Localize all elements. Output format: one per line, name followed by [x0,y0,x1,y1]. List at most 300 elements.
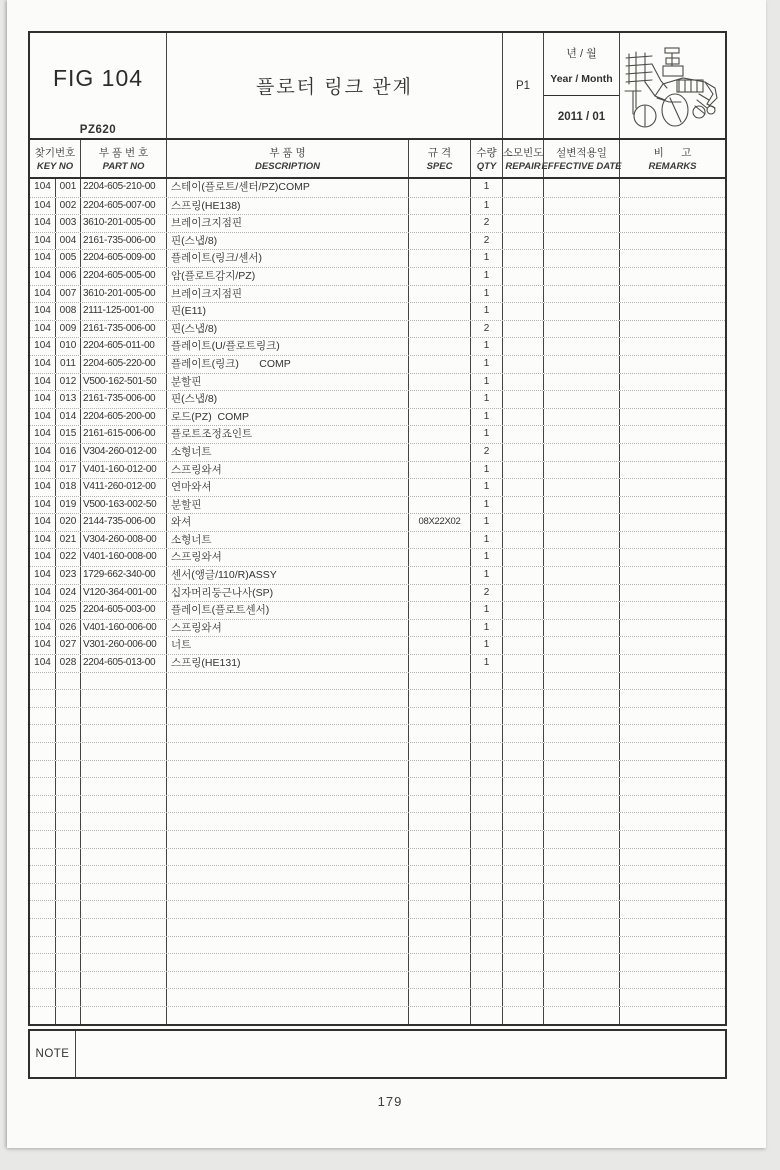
cell-part-no [81,989,167,1006]
cell-remarks [620,690,725,707]
cell-part-no [81,725,167,742]
cell-effective-date [544,497,620,514]
cell-part-no: 3610-201-005-00 [81,215,167,232]
cell-remarks [620,708,725,725]
publication-date: 2011 / 01 [557,111,606,123]
cell-description [167,901,409,918]
cell-part-no [81,884,167,901]
parts-rows [30,179,725,1024]
note-box [28,1029,727,1079]
table-row [30,971,725,989]
cell-remarks [620,268,725,285]
cell-remarks [620,813,725,830]
cell-repair [503,655,544,672]
cell-effective-date [544,954,620,971]
cell-effective-date [544,356,620,373]
table-row [30,197,725,215]
cell-description [167,743,409,760]
cell-spec [409,338,471,355]
year-month-labels [544,33,619,96]
cell-remarks [620,532,725,549]
cell-qty [471,813,503,830]
cell-remarks [620,655,725,672]
table-row [30,865,725,883]
cell-repair [503,233,544,250]
col-description-en: DESCRIPTION [255,161,320,172]
table-row [30,760,725,778]
cell-repair [503,391,544,408]
cell-fig-no [30,673,56,690]
cell-key-no: 013 [56,391,81,408]
cell-fig-no: 104 [30,567,56,584]
cell-qty: 1 [471,479,503,496]
cell-effective-date [544,796,620,813]
table-row [30,584,725,602]
cell-repair [503,426,544,443]
cell-remarks [620,743,725,760]
cell-spec [409,813,471,830]
cell-key-no: 007 [56,286,81,303]
cell-description [167,937,409,954]
cell-remarks [620,602,725,619]
cell-spec [409,198,471,215]
machine-illustration-cell [620,33,725,138]
cell-description: 스테이(플로트/센터/PZ)COMP [167,179,409,197]
cell-remarks [620,514,725,531]
cell-repair [503,690,544,707]
cell-remarks [620,620,725,637]
cell-remarks [620,866,725,883]
cell-effective-date [544,479,620,496]
cell-fig-no [30,690,56,707]
cell-qty: 1 [471,303,503,320]
cell-effective-date [544,268,620,285]
table-row [30,672,725,690]
cell-spec [409,444,471,461]
cell-qty [471,849,503,866]
cell-qty: 2 [471,444,503,461]
cell-spec [409,426,471,443]
cell-key-no: 026 [56,620,81,637]
cell-key-no: 010 [56,338,81,355]
cell-repair [503,268,544,285]
cell-key-no: 023 [56,567,81,584]
cell-effective-date [544,391,620,408]
cell-qty [471,743,503,760]
cell-qty: 1 [471,514,503,531]
cell-qty: 1 [471,637,503,654]
cell-fig-no: 104 [30,409,56,426]
table-row [30,900,725,918]
cell-repair [503,620,544,637]
cell-key-no: 009 [56,321,81,338]
cell-repair [503,409,544,426]
cell-spec [409,989,471,1006]
cell-fig-no: 104 [30,479,56,496]
cell-repair [503,514,544,531]
cell-fig-no [30,849,56,866]
cell-description: 암(플로트감지/PZ) [167,268,409,285]
table-row [30,478,725,496]
cell-spec [409,796,471,813]
cell-part-no: V301-260-006-00 [81,637,167,654]
cell-description: 핀(스냅/8) [167,321,409,338]
cell-key-no: 014 [56,409,81,426]
cell-spec [409,215,471,232]
cell-description: 플로트조정죠인트 [167,426,409,443]
cell-qty: 1 [471,655,503,672]
cell-part-no [81,778,167,795]
cell-repair [503,179,544,197]
cell-qty [471,919,503,936]
table-row [30,988,725,1006]
cell-qty [471,761,503,778]
cell-qty [471,989,503,1006]
cell-part-no [81,972,167,989]
cell-key-no: 011 [56,356,81,373]
cell-fig-no: 104 [30,444,56,461]
cell-key-no: 004 [56,233,81,250]
col-part-no-en: PART NO [102,161,145,172]
cell-key-no: 025 [56,602,81,619]
cell-part-no [81,813,167,830]
cell-effective-date [544,549,620,566]
cell-key-no [56,796,81,813]
cell-spec [409,1007,471,1024]
cell-fig-no [30,813,56,830]
cell-remarks [620,198,725,215]
col-part-no-ko: 부 품 번 호 [98,147,149,159]
cell-key-no [56,884,81,901]
cell-effective-date [544,514,620,531]
cell-remarks [620,849,725,866]
cell-description [167,673,409,690]
cell-repair [503,585,544,602]
cell-repair [503,462,544,479]
col-spec-en: SPEC [426,161,453,172]
cell-spec [409,321,471,338]
cell-qty: 1 [471,250,503,267]
table-row [30,953,725,971]
cell-effective-date [544,725,620,742]
cell-effective-date [544,866,620,883]
cell-effective-date [544,778,620,795]
cell-remarks [620,585,725,602]
cell-effective-date [544,884,620,901]
year-month-cell [544,33,620,138]
cell-key-no [56,708,81,725]
cell-repair [503,374,544,391]
cell-part-no [81,901,167,918]
cell-effective-date [544,567,620,584]
table-row [30,1006,725,1024]
cell-part-no: 2204-605-005-00 [81,268,167,285]
cell-fig-no [30,725,56,742]
table-row [30,918,725,936]
cell-key-no [56,989,81,1006]
cell-description [167,972,409,989]
cell-effective-date [544,233,620,250]
cell-remarks [620,796,725,813]
cell-repair [503,708,544,725]
cell-part-no: 2204-605-007-00 [81,198,167,215]
cell-effective-date [544,585,620,602]
table-row [30,812,725,830]
cell-remarks [620,901,725,918]
cell-description: 브레이크지점핀 [167,215,409,232]
cell-remarks [620,391,725,408]
cell-description [167,725,409,742]
cell-fig-no [30,866,56,883]
cell-part-no: V304-260-012-00 [81,444,167,461]
cell-fig-no [30,901,56,918]
cell-repair [503,497,544,514]
cell-repair [503,778,544,795]
cell-remarks [620,233,725,250]
cell-spec [409,761,471,778]
cell-part-no: 2204-605-200-00 [81,409,167,426]
cell-fig-no [30,972,56,989]
cell-qty: 1 [471,602,503,619]
cell-remarks [620,497,725,514]
table-row [30,777,725,795]
cell-key-no: 008 [56,303,81,320]
cell-fig-no: 104 [30,532,56,549]
cell-remarks [620,549,725,566]
cell-description: 연마와셔 [167,479,409,496]
cell-remarks [620,972,725,989]
cell-fig-no: 104 [30,356,56,373]
note-content [76,1031,725,1077]
col-key-no-ko: 찾기번호 [34,147,76,159]
cell-spec [409,708,471,725]
cell-repair [503,796,544,813]
cell-repair [503,303,544,320]
cell-qty [471,796,503,813]
cell-key-no: 019 [56,497,81,514]
table-row [30,619,725,637]
cell-repair [503,919,544,936]
cell-fig-no: 104 [30,321,56,338]
cell-effective-date [544,444,620,461]
cell-description: 핀(스냅/8) [167,233,409,250]
cell-part-no: 2204-605-011-00 [81,338,167,355]
cell-qty: 1 [471,549,503,566]
table-row [30,601,725,619]
table-row [30,373,725,391]
cell-spec [409,778,471,795]
cell-fig-no [30,954,56,971]
cell-qty [471,901,503,918]
table-row [30,883,725,901]
cell-spec [409,849,471,866]
cell-description [167,796,409,813]
cell-description [167,690,409,707]
cell-fig-no: 104 [30,286,56,303]
cell-repair [503,321,544,338]
cell-effective-date [544,813,620,830]
table-row [30,742,725,760]
cell-effective-date [544,673,620,690]
cell-effective-date [544,1007,620,1024]
table-header-band [30,33,725,140]
cell-spec: 08X22X02 [409,514,471,531]
cell-qty: 1 [471,198,503,215]
col-effective-date-en: EFFECTIVE DATE [541,161,622,172]
col-header-effective-date [541,140,622,177]
cell-part-no: 2111-125-001-00 [81,303,167,320]
cell-qty: 2 [471,215,503,232]
col-header-qty [471,140,503,177]
cell-repair [503,356,544,373]
cell-description [167,778,409,795]
cell-repair [503,937,544,954]
cell-effective-date [544,620,620,637]
col-header-part-no [81,140,167,177]
cell-qty: 1 [471,567,503,584]
cell-remarks [620,567,725,584]
cell-description: 브레이크지점핀 [167,286,409,303]
cell-remarks [620,426,725,443]
col-effective-date-ko: 설변적용일 [556,147,607,159]
cell-part-no: 2204-605-009-00 [81,250,167,267]
cell-remarks [620,937,725,954]
cell-key-no [56,813,81,830]
table-row [30,689,725,707]
cell-repair [503,884,544,901]
cell-key-no [56,1007,81,1024]
cell-part-no: 2161-735-006-00 [81,321,167,338]
cell-spec [409,391,471,408]
table-row [30,285,725,303]
cell-repair [503,549,544,566]
cell-spec [409,831,471,848]
table-row [30,443,725,461]
parts-table [28,31,727,1026]
cell-description [167,919,409,936]
cell-effective-date [544,919,620,936]
cell-part-no [81,849,167,866]
cell-qty [471,1007,503,1024]
cell-repair [503,761,544,778]
page-number: 179 [377,1094,403,1109]
cell-part-no: V500-163-002-50 [81,497,167,514]
cell-description: 십자머리둥근나사(SP) [167,585,409,602]
cell-remarks [620,409,725,426]
cell-repair [503,831,544,848]
cell-key-no [56,725,81,742]
cell-description: 분할핀 [167,374,409,391]
cell-effective-date [544,989,620,1006]
cell-description [167,884,409,901]
cell-qty: 1 [471,409,503,426]
table-row [30,302,725,320]
cell-spec [409,356,471,373]
cell-remarks [620,1007,725,1024]
cell-fig-no [30,937,56,954]
cell-description [167,954,409,971]
cell-repair [503,725,544,742]
cell-repair [503,567,544,584]
col-qty-ko: 수량 [476,147,497,159]
cell-description: 스프링(HE138) [167,198,409,215]
cell-part-no [81,708,167,725]
cell-effective-date [544,972,620,989]
cell-key-no [56,901,81,918]
cell-remarks [620,673,725,690]
cell-description [167,989,409,1006]
col-spec-ko: 규 격 [427,147,452,159]
cell-fig-no: 104 [30,426,56,443]
cell-qty: 1 [471,532,503,549]
cell-description: 플레이트(링크/센서) [167,250,409,267]
cell-repair [503,479,544,496]
cell-fig-no: 104 [30,374,56,391]
cell-part-no: V401-160-008-00 [81,549,167,566]
cell-spec [409,179,471,197]
cell-effective-date [544,690,620,707]
cell-spec [409,374,471,391]
table-row [30,724,725,742]
cell-spec [409,532,471,549]
cell-key-no: 028 [56,655,81,672]
cell-spec [409,690,471,707]
cell-fig-no: 104 [30,620,56,637]
col-header-repair [503,140,544,177]
cell-part-no [81,919,167,936]
cell-remarks [620,637,725,654]
col-repair-ko: 소모빈도 [502,147,544,159]
cell-qty [471,673,503,690]
cell-fig-no [30,989,56,1006]
cell-fig-no [30,831,56,848]
cell-spec [409,549,471,566]
cell-qty [471,972,503,989]
cell-fig-no: 104 [30,303,56,320]
cell-fig-no: 104 [30,602,56,619]
cell-spec [409,567,471,584]
cell-part-no [81,761,167,778]
cell-effective-date [544,198,620,215]
table-row [30,267,725,285]
col-qty-en: QTY [476,161,497,172]
cell-description: 너트 [167,637,409,654]
cell-remarks [620,444,725,461]
cell-part-no: V411-260-012-00 [81,479,167,496]
cell-fig-no: 104 [30,250,56,267]
cell-spec [409,725,471,742]
cell-fig-no: 104 [30,198,56,215]
cell-fig-no: 104 [30,391,56,408]
cell-key-no [56,831,81,848]
cell-fig-no [30,743,56,760]
cell-key-no [56,849,81,866]
table-row [30,337,725,355]
cell-effective-date [544,215,620,232]
cell-description: 플레이트(U/플로트링크) [167,338,409,355]
cell-fig-no: 104 [30,497,56,514]
cell-description: 스프링와셔 [167,620,409,637]
cell-effective-date [544,321,620,338]
cell-part-no: 3610-201-005-00 [81,286,167,303]
cell-qty: 1 [471,462,503,479]
col-description-ko: 부 품 명 [269,147,306,159]
cell-description: 와셔 [167,514,409,531]
cell-fig-no: 104 [30,338,56,355]
cell-key-no [56,954,81,971]
cell-spec [409,479,471,496]
cell-fig-no: 104 [30,268,56,285]
